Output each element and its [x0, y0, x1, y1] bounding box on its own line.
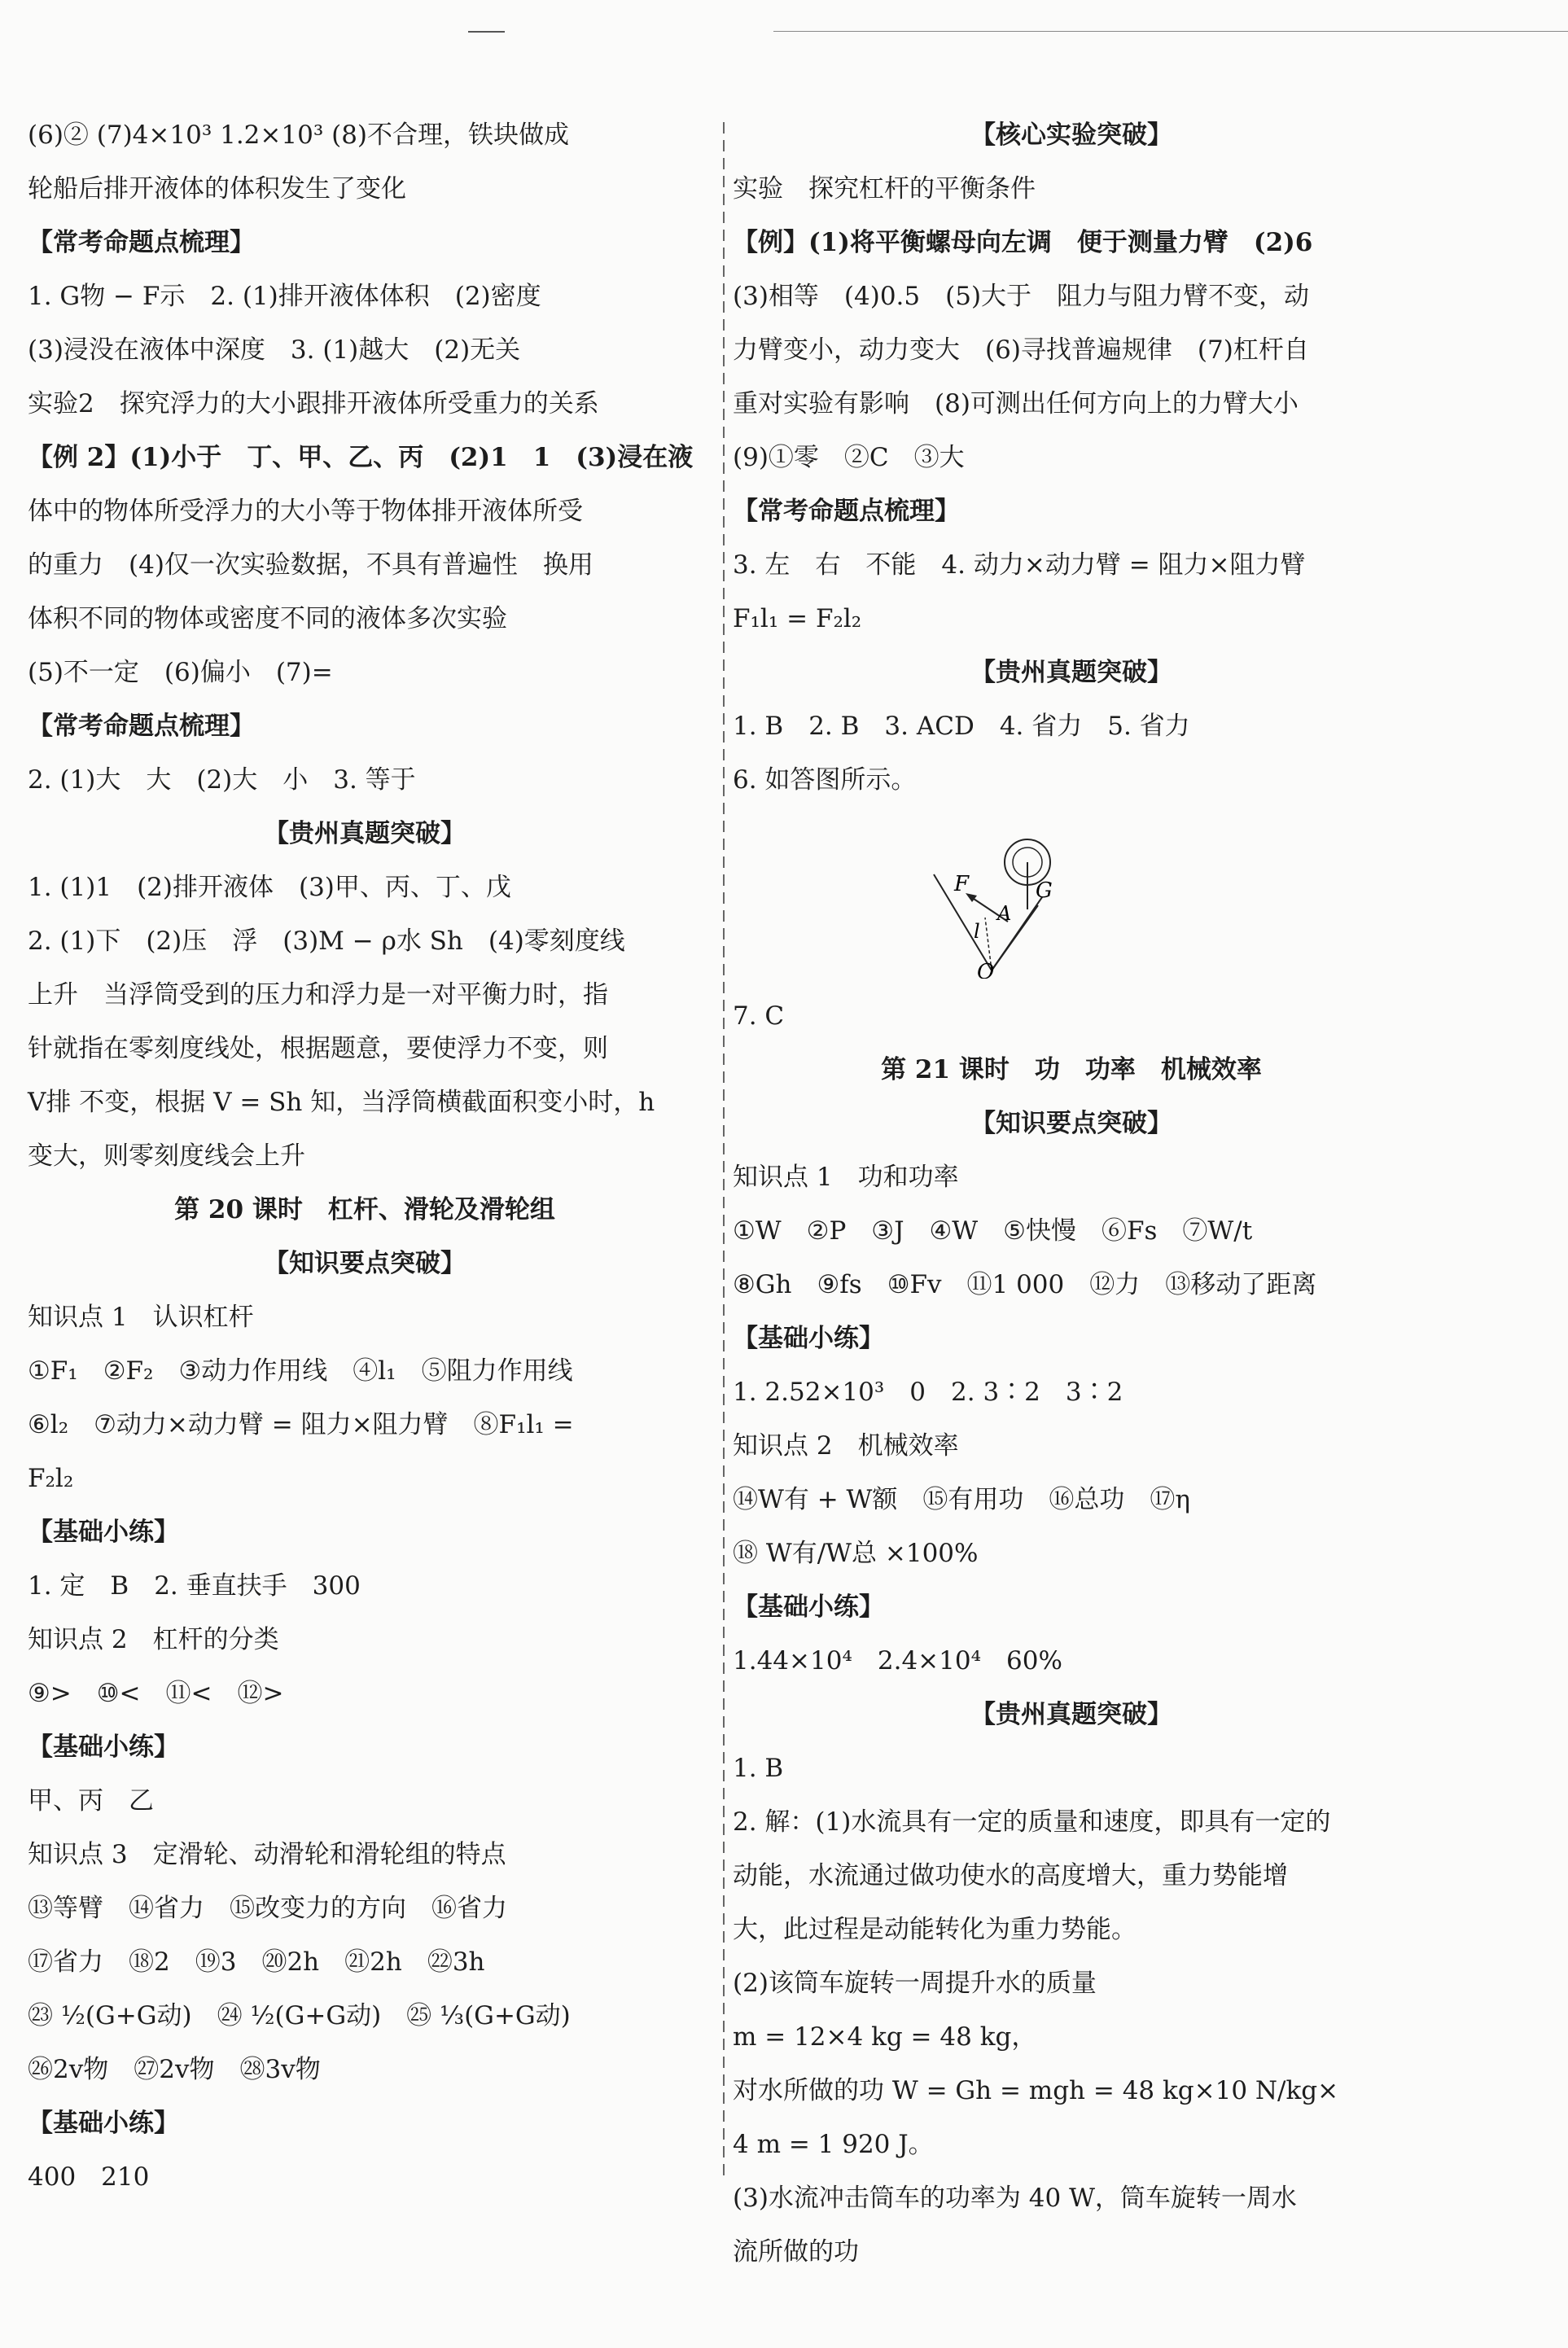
left-lines-line-10: (5)不一定 (6)偏小 (7)= — [28, 658, 333, 687]
top-mark-right — [773, 31, 1568, 32]
left-lines-line-14: 1. (1)1 (2)排开液体 (3)甲、丙、丁、戊 — [28, 873, 511, 902]
right-lines_top-line-11: 1. B 2. B 3. ACD 4. 省力 5. 省力 — [733, 712, 1190, 741]
right-lines_bottom-line-10: ⑱ W有/W总 ×100% — [733, 1539, 979, 1568]
label-a: A — [997, 902, 1012, 925]
left-lines-line-19: 变大，则零刻度线会上升 — [28, 1141, 305, 1171]
right-lines_bottom-line-3: 知识点 1 功和功率 — [733, 1163, 959, 1192]
right-lines_bottom-line-14: 1. B — [733, 1754, 784, 1783]
left-lines-line-9: 体积不同的物体或密度不同的液体多次实验 — [28, 604, 507, 633]
left-lines-line-5: 实验2 探究浮力的大小跟排开液体所受重力的关系 — [28, 389, 599, 418]
right-lines_bottom-line-21: 4 m = 1 920 J。 — [733, 2130, 934, 2159]
top-mark-left — [468, 31, 505, 33]
left-lines-line-29: ⑨> ⑩< ⑪< ⑫> — [28, 1679, 284, 1708]
right-lines_bottom-line-12: 1.44×10⁴ 2.4×10⁴ 60% — [733, 1646, 1062, 1676]
right-lines_top-line-5: 重对实验有影响 (8)可测出任何方向上的力臂大小 — [733, 389, 1299, 418]
column-divider — [723, 122, 725, 2182]
label-g: G — [1036, 878, 1053, 903]
label-f: F — [954, 872, 970, 896]
left-lines-line-33: ⑬等臂 ⑭省力 ⑮改变力的方向 ⑯省力 — [28, 1894, 507, 1923]
left-lines-line-11: 【常考命题点梳理】 — [28, 712, 255, 741]
right-lines_bottom-line-19: m = 12×4 kg = 48 kg， — [733, 2022, 1037, 2052]
left-lines-line-23: ①F₁ ②F₂ ③动力作用线 ④l₁ ⑤阻力作用线 — [28, 1356, 573, 1386]
right-lines_bottom-line-6: 【基础小练】 — [733, 1324, 884, 1353]
right-bottom-block — [733, 1003, 1410, 2293]
left-lines-line-13: 【贵州真题突破】 — [264, 819, 466, 848]
right-lines_bottom-line-16: 动能，水流通过做功使水的高度增大，重力势能增 — [733, 1861, 1288, 1890]
left-lines-line-35: ㉓ ½(G+G动) ㉔ ½(G+G动) ㉕ ⅓(G+G动) — [28, 2001, 571, 2030]
right-lines_bottom-line-5: ⑧Gh ⑨fs ⑩Fv ⑪1 000 ⑫力 ⑬移动了距离 — [733, 1270, 1317, 1299]
left-lines-line-31: 甲、丙 乙 — [28, 1786, 154, 1816]
right-lines_bottom-line-23: 流所做的功 — [733, 2237, 859, 2267]
left-lines-line-4: (3)浸没在液体中深度 3. (1)越大 (2)无关 — [28, 335, 521, 365]
lever-answer-figure — [733, 824, 1410, 979]
left-lines-line-20: 第 20 课时 杠杆、滑轮及滑轮组 — [174, 1195, 555, 1224]
right-lines_top-line-12: 6. 如答图所示。 — [733, 765, 917, 795]
left-lines-line-6: 【例 2】(1)小于 丁、甲、乙、丙 (2)1 1 (3)浸在液 — [28, 443, 694, 472]
right-lines_bottom-line-20: 对水所做的功 W = Gh = mgh = 48 kg×10 N/kg× — [733, 2076, 1339, 2105]
right-lines_top-line-3: (3)相等 (4)0.5 (5)大于 阻力与阻力臂不变，动 — [733, 282, 1310, 311]
left-lines-line-34: ⑰省力 ⑱2 ⑲3 ⑳2h ㉑2h ㉒3h — [28, 1947, 485, 1977]
right-lines_bottom-line-2: 【知识要点突破】 — [970, 1109, 1172, 1138]
label-o: O — [977, 960, 995, 979]
left-lines-line-37: 【基础小练】 — [28, 2109, 179, 2138]
left-lines-line-15: 2. (1)下 (2)压 浮 (3)M − ρ水 Sh (4)零刻度线 — [28, 926, 625, 956]
right-lines_bottom-line-7: 1. 2.52×10³ 0 2. 3∶2 3∶2 — [733, 1378, 1123, 1407]
right-lines_bottom-line-17: 大，此过程是动能转化为重力势能。 — [733, 1915, 1137, 1944]
right-lines_top-line-4: 力臂变小，动力变大 (6)寻找普遍规律 (7)杠杆自 — [733, 335, 1309, 365]
label-l: l — [974, 920, 980, 943]
left-lines-line-28: 知识点 2 杠杆的分类 — [28, 1625, 279, 1654]
left-lines-line-27: 1. 定 B 2. 垂直扶手 300 — [28, 1571, 361, 1601]
right-lines_bottom-line-9: ⑭W有 + W额 ⑮有用功 ⑯总功 ⑰η — [733, 1485, 1190, 1514]
right-lines_top-line-10: 【贵州真题突破】 — [970, 658, 1172, 687]
right-lines_bottom-line-13: 【贵州真题突破】 — [970, 1700, 1172, 1729]
right-lines_bottom-line-11: 【基础小练】 — [733, 1592, 884, 1622]
right-lines_bottom-line-8: 知识点 2 机械效率 — [733, 1431, 959, 1461]
left-lines-line-1: 轮船后排开液体的体积发生了变化 — [28, 174, 406, 204]
left-lines-line-2: 【常考命题点梳理】 — [28, 228, 255, 257]
right-lines_top-line-6: (9)①零 ②C ③大 — [733, 443, 965, 472]
right-column — [733, 122, 1410, 2293]
left-lines-line-12: 2. (1)大 大 (2)大 小 3. 等于 — [28, 765, 416, 795]
left-lines-line-38: 400 210 — [28, 2162, 150, 2192]
right-lines_bottom-line-0: 7. C — [733, 1001, 785, 1031]
lever-diagram — [733, 824, 1410, 979]
left-column — [28, 122, 702, 2218]
right-lines_top-line-8: 3. 左 右 不能 4. 动力×动力臂 = 阻力×阻力臂 — [733, 550, 1306, 580]
left-lines-line-30: 【基础小练】 — [28, 1733, 179, 1762]
left-lines-line-3: 1. G物 − F示 2. (1)排开液体体积 (2)密度 — [28, 282, 541, 311]
left-lines-line-8: 的重力 (4)仅一次实验数据，不具有普遍性 换用 — [28, 550, 593, 580]
left-lines-line-25: F₂l₂ — [28, 1464, 74, 1493]
right-lines_bottom-line-4: ①W ②P ③J ④W ⑤快慢 ⑥Fs ⑦W/t — [733, 1216, 1253, 1246]
right-lines_bottom-line-15: 2. 解：(1)水流具有一定的质量和速度，即具有一定的 — [733, 1807, 1331, 1837]
right-lines_bottom-line-18: (2)该筒车旋转一周提升水的质量 — [733, 1969, 1097, 1998]
left-lines-line-24: ⑥l₂ ⑦动力×动力臂 = 阻力×阻力臂 ⑧F₁l₁ = — [28, 1410, 574, 1439]
right-lines_bottom-line-1: 第 21 课时 功 功率 机械效率 — [881, 1055, 1262, 1084]
left-lines-line-7: 体中的物体所受浮力的大小等于物体排开液体所受 — [28, 497, 583, 526]
right-lines_top-line-0: 【核心实验突破】 — [970, 120, 1172, 150]
left-lines-line-17: 针就指在零刻度线处，根据题意，要使浮力不变，则 — [28, 1034, 608, 1063]
left-lines-line-21: 【知识要点突破】 — [264, 1249, 466, 1278]
left-lines-line-36: ㉖2v物 ㉗2v物 ㉘3v物 — [28, 2055, 321, 2084]
left-lines-line-26: 【基础小练】 — [28, 1518, 179, 1547]
right-top-block — [733, 122, 1410, 821]
right-lines_top-line-2: 【例】(1)将平衡螺母向左调 便于测量力臂 (2)6 — [733, 228, 1313, 257]
left-lines-line-22: 知识点 1 认识杠杆 — [28, 1303, 254, 1332]
right-lines_top-line-7: 【常考命题点梳理】 — [733, 497, 960, 526]
right-lines_top-line-1: 实验 探究杠杆的平衡条件 — [733, 174, 1036, 204]
left-lines-line-32: 知识点 3 定滑轮、动滑轮和滑轮组的特点 — [28, 1840, 506, 1869]
left-lines-line-18: V排 不变，根据 V = Sh 知，当浮筒横截面积变小时，h — [28, 1088, 655, 1117]
left-lines-line-16: 上升 当浮筒受到的压力和浮力是一对平衡力时，指 — [28, 980, 608, 1010]
left-lines-line-0: (6)② (7)4×10³ 1.2×10³ (8)不合理，铁块做成 — [28, 120, 570, 150]
right-lines_bottom-line-22: (3)水流冲击筒车的功率为 40 W，筒车旋转一周水 — [733, 2184, 1297, 2213]
right-lines_top-line-9: F₁l₁ = F₂l₂ — [733, 604, 862, 633]
